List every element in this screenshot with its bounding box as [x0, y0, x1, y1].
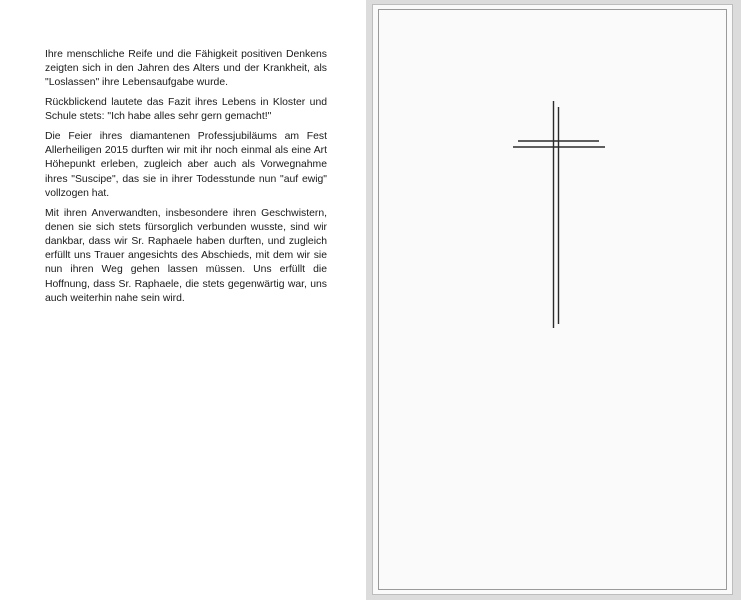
paragraph-fazit: Rückblickend lautete das Fazit ihres Lebens in Kloster und Schule stets: "Ich habe alles sehr gern gemacht!" — [45, 97, 327, 123]
left-page — [0, 0, 365, 600]
memorial-card — [372, 4, 733, 595]
paragraph-reife: Ihre menschliche Reife und die Fähigkeit positiven Denkens zeigten sich in den Jahren des Alters und der Krankheit, als "Loslassen" ihre Lebensaufgabe wurde. — [45, 49, 327, 89]
cross-icon — [373, 5, 734, 596]
paragraph-professjubilaeum: Die Feier ihres diamantenen Professjubiläums am Fest Allerheiligen 2015 durften wir mit ihr noch einmal als eine Art Höhepunkt erleben, zugleich aber auch als Vorwegnahme ihres "Suscipe", das sie in ihrer Todesstunde nun "auf ewig" vollzogen hat. — [45, 131, 327, 199]
paragraph-abschied: Mit ihren Anverwandten, insbesondere ihren Geschwistern, denen sie sich stets fürsorglich verbunden wusste, sind wir dankbar, dass wir Sr. Raphaele haben durften, und zugleich erfüllt uns Trauer angesichts des Abschieds, mit dem wir sie nun ihren Weg gehen lassen müssen. Uns erfüllt die Hoffnung, dass Sr. Raphaele, die stets gegenwärtig war, uns auch weiterhin nahe sein wird. — [45, 207, 327, 304]
right-page — [366, 0, 741, 600]
obituary-text — [45, 48, 327, 311]
